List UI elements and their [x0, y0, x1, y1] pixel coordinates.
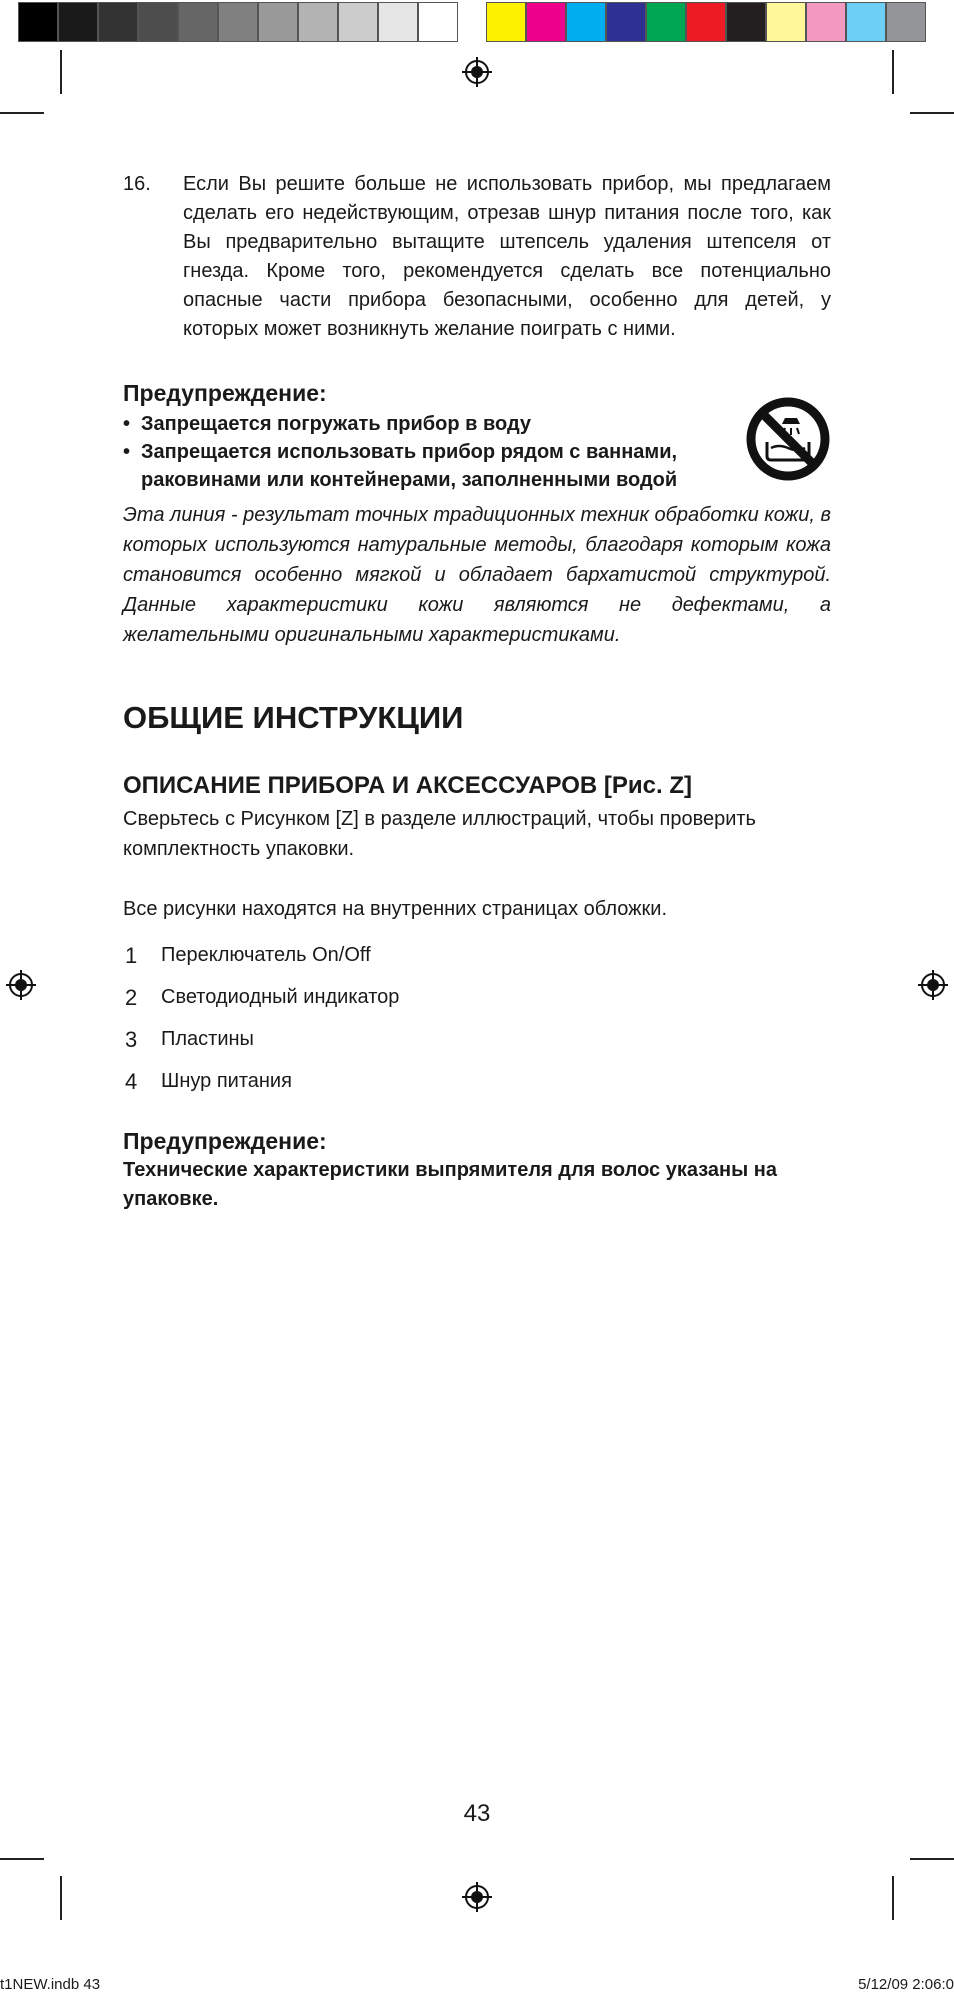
color-swatch — [178, 2, 218, 42]
paragraph-number: 16. — [123, 173, 151, 195]
crop-mark — [60, 50, 62, 94]
color-swatch — [378, 2, 418, 42]
crop-mark — [60, 1876, 62, 1920]
warning-item: • Запрещается использовать прибор рядом с ваннами, раковинами или контейнерами, заполненными водой — [123, 438, 723, 494]
color-swatch — [418, 2, 458, 42]
warning-title: Предупреждение: — [123, 1128, 327, 1154]
registration-mark-icon — [462, 57, 492, 87]
crop-mark — [892, 50, 894, 94]
color-swatch — [486, 2, 526, 42]
warning-block — [123, 410, 831, 494]
crop-mark — [0, 112, 44, 114]
part-number: 4 — [125, 1068, 138, 1094]
print-slug-file: t1NEW.indb 43 — [0, 1976, 101, 1993]
registration-mark-icon — [6, 970, 36, 1000]
color-swatch — [806, 2, 846, 42]
warning-title: Предупреждение: — [123, 380, 327, 406]
list-item — [123, 934, 831, 976]
warning-text: Технические характеристики выпрямителя для волос указаны на упаковке. — [123, 1159, 777, 1210]
part-label: Переключатель On/Off — [161, 943, 371, 966]
color-swatch — [846, 2, 886, 42]
section-paragraph: Сверьтесь с Рисунком [Z] в разделе иллюстраций, чтобы проверить комплектность упаковки. — [123, 808, 756, 860]
color-calibration-bar — [486, 2, 926, 42]
color-swatch — [338, 2, 378, 42]
warning-item: • Запрещается погружать прибор в воду — [123, 410, 723, 438]
section-subtitle: ОПИСАНИЕ ПРИБОРА И АКСЕССУАРОВ [Рис. Z] — [123, 772, 692, 799]
color-swatch — [18, 2, 58, 42]
list-item — [123, 1018, 831, 1060]
color-swatch — [258, 2, 298, 42]
warning-list — [123, 410, 723, 494]
part-label: Пластины — [161, 1027, 254, 1050]
color-swatch — [58, 2, 98, 42]
crop-mark — [0, 1858, 44, 1860]
crop-mark — [892, 1876, 894, 1920]
page-content — [123, 170, 831, 1214]
list-item — [123, 1060, 831, 1102]
parts-list — [123, 934, 831, 1102]
color-swatch — [686, 2, 726, 42]
color-swatch — [886, 2, 926, 42]
leather-note: Эта линия - результат точных традиционных техник обработки кожи, в которых используются натуральные методы, благодаря которым кожа становится особенно мягкой и обладает бархатистой структурой. Данные характеристики кожи являются не дефектами, а желательными оригинальными характеристиками. — [123, 504, 831, 646]
crop-mark — [910, 1858, 954, 1860]
color-swatch — [766, 2, 806, 42]
page-number: 43 — [463, 1800, 491, 1827]
color-swatch — [646, 2, 686, 42]
part-number: 3 — [125, 1026, 138, 1052]
section-paragraph: Все рисунки находятся на внутренних страницах обложки. — [123, 898, 667, 920]
section-title: ОБЩИЕ ИНСТРУКЦИИ — [123, 700, 464, 735]
part-label: Шнур питания — [161, 1069, 292, 1092]
numbered-paragraph — [123, 170, 831, 344]
print-slug-date: 5/12/09 2:06:0 — [858, 1976, 954, 1993]
color-swatch — [566, 2, 606, 42]
paragraph-text: Если Вы решите больше не использовать прибор, мы предлагаем сделать его недействующим, отрезав шнур питания после того, как Вы предварительно вытащите штепсель удаления штепселя от гнезда. Кроме того, рекомендуется сделать все потенциально опасные части прибора безопасными, особенно для детей, у которых может возникнуть желание поиграть с ними. — [183, 173, 831, 340]
color-swatch — [298, 2, 338, 42]
registration-mark-icon — [462, 1882, 492, 1912]
color-swatch — [606, 2, 646, 42]
part-number: 1 — [125, 942, 138, 968]
no-water-icon — [745, 396, 831, 482]
color-swatch — [726, 2, 766, 42]
list-item — [123, 976, 831, 1018]
part-number: 2 — [125, 984, 138, 1010]
color-swatch — [138, 2, 178, 42]
crop-mark — [910, 112, 954, 114]
registration-mark-icon — [918, 970, 948, 1000]
color-swatch — [526, 2, 566, 42]
color-swatch — [218, 2, 258, 42]
part-label: Светодиодный индикатор — [161, 985, 400, 1008]
color-swatch — [98, 2, 138, 42]
grayscale-calibration-bar — [18, 2, 458, 42]
